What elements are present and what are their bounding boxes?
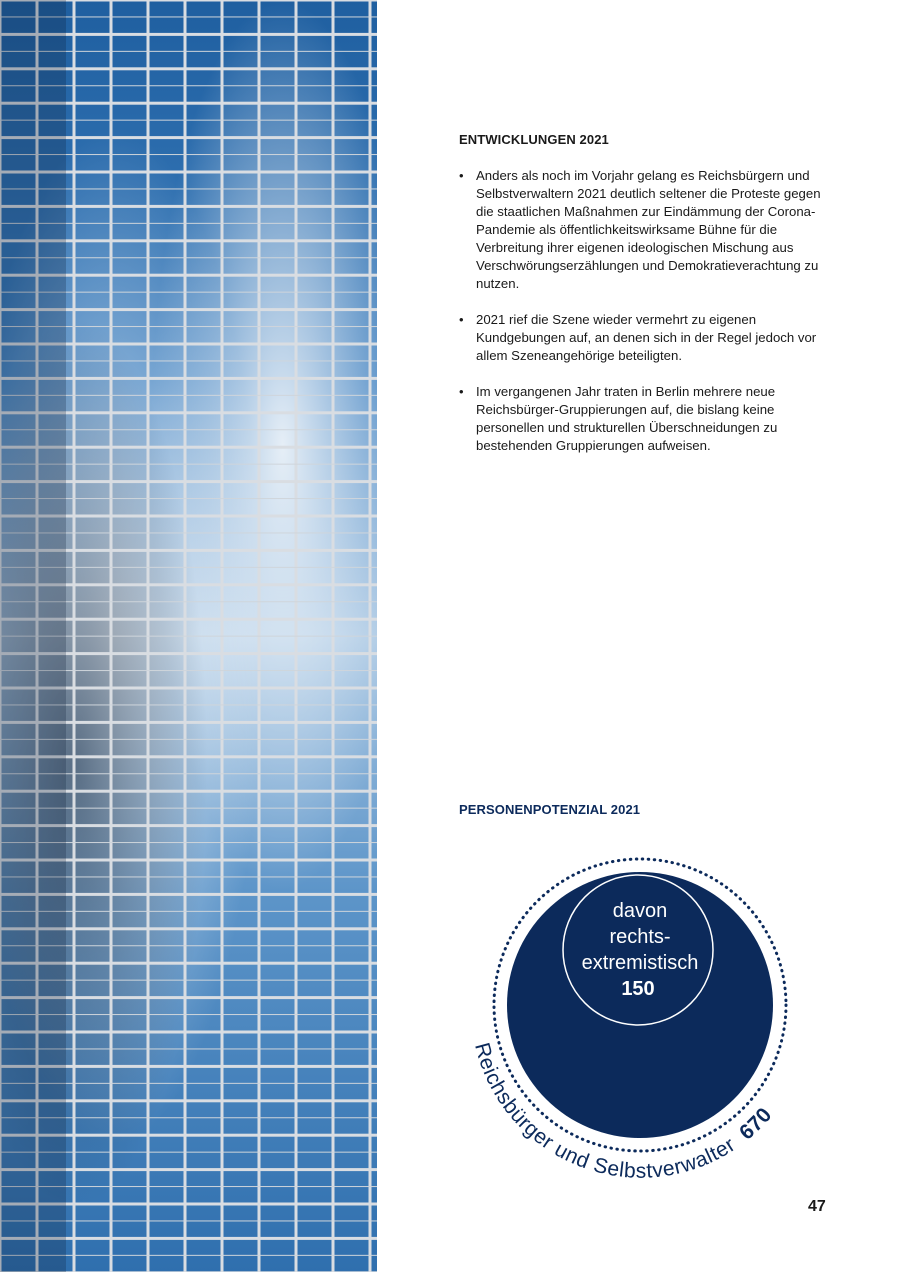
subset-circle [563, 875, 713, 1025]
developments-list [459, 167, 839, 473]
heading-person-potential: PERSONENPOTENZIAL 2021 [459, 802, 641, 817]
subset-label-line-3: extremistisch [581, 952, 699, 974]
person-potential-figure [440, 840, 860, 1200]
bullet-text: Im vergangenen Jahr traten in Berlin mehrere neue Reichsbürger-Gruppierungen auf, die bislang keine personellen und strukturellen Überschneidungen zu bestehenden Gruppierungen aufweisen. [476, 384, 778, 453]
building-facade-photo [0, 0, 377, 1272]
total-value: 670 [735, 1103, 777, 1145]
bullet-icon: • [459, 312, 464, 327]
subset-label-line-1: davon [612, 900, 668, 922]
subset-value: 150 [621, 978, 655, 1000]
heading-developments: ENTWICKLUNGEN 2021 [459, 132, 609, 147]
bullet-icon: • [459, 168, 464, 183]
bullet-text: Anders als noch im Vorjahr gelang es Reichsbürgern und Selbstverwaltern 2021 deutlich seltener die Proteste gegen die staatlichen Maßnahmen zur Eindämmung der Corona-Pandemie als öffentlichkeitswirksame Bühne für die Verbreitung ihrer eigenen ideologischen Mischung aus Verschwörungserzählungen und Demokratieverachtung zu nutzen. [476, 168, 821, 291]
subset-label-line-2: rechts- [609, 926, 671, 948]
page-number: 47 [808, 1198, 826, 1215]
list-item [459, 167, 839, 293]
total-label-text: Reichsbürger und Selbstverwalter [469, 1040, 740, 1183]
bullet-text: 2021 rief die Szene wieder vermehrt zu eigenen Kundgebungen auf, an denen sich in der Regel jedoch vor allem Szeneangehörige beteiligten. [476, 312, 817, 363]
bullet-icon: • [459, 384, 464, 399]
list-item [459, 383, 839, 455]
list-item [459, 311, 839, 365]
